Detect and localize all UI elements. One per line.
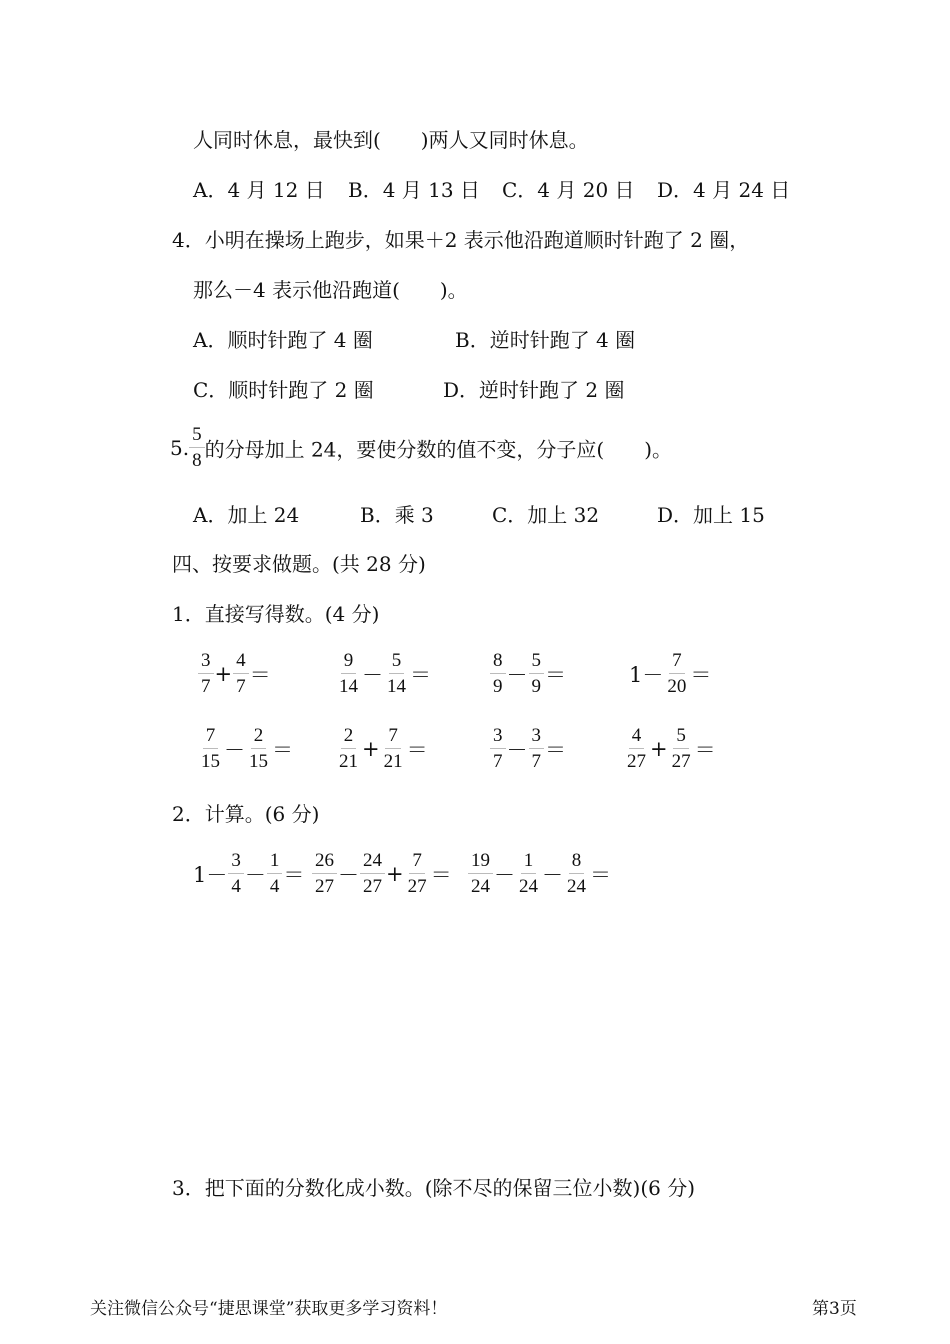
fraction-num: 1 — [267, 850, 283, 874]
p2-expr-2 — [312, 850, 453, 898]
fraction-num: 3 — [529, 725, 545, 749]
operator: － — [338, 862, 359, 887]
equals-sign: ＝ — [694, 737, 716, 762]
fraction-den: 15 — [249, 750, 268, 772]
fraction — [312, 850, 337, 898]
fraction — [228, 850, 244, 898]
fraction-num: 5 — [389, 650, 405, 674]
fraction — [664, 650, 689, 698]
fraction-num: 2 — [341, 725, 357, 749]
fraction — [246, 725, 271, 773]
fraction-num: 19 — [468, 850, 493, 874]
fraction-den: 27 — [671, 750, 691, 772]
fraction-num: 2 — [251, 725, 267, 749]
fraction-num: 4 — [233, 650, 249, 674]
q3-option-d: D．4 月 24 日 — [657, 178, 791, 202]
operator: + — [362, 736, 380, 761]
equals-sign: ＝ — [590, 862, 611, 887]
p1-expr-3 — [490, 650, 567, 698]
equals-sign: ＝ — [249, 662, 271, 687]
fraction-num: 7 — [203, 725, 219, 749]
fraction — [529, 650, 545, 698]
q3-option-a: A．4 月 12 日 — [193, 178, 325, 202]
p1-expr-4 — [628, 650, 712, 698]
fraction-den: 7 — [531, 750, 541, 772]
fraction — [233, 650, 249, 698]
equals-sign: ＝ — [406, 737, 428, 762]
equals-sign: ＝ — [545, 737, 566, 762]
fraction-num: 7 — [669, 650, 685, 674]
fraction — [516, 850, 541, 898]
operator: + — [214, 661, 233, 686]
q3-continuation-text: 人同时休息，最快到( )两人又同时休息。 — [193, 128, 589, 152]
fraction-den: 21 — [383, 750, 403, 772]
equals-sign: ＝ — [283, 862, 305, 887]
fraction — [405, 850, 430, 898]
p1-expr-7 — [490, 725, 567, 773]
fraction-den: 27 — [627, 750, 646, 772]
section4-title: 四、按要求做题。(共 28 分) — [172, 552, 426, 576]
fraction-den: 21 — [339, 750, 358, 772]
operator: + — [386, 861, 404, 886]
fraction-num: 7 — [409, 850, 425, 874]
fraction-den: 20 — [667, 675, 687, 697]
fraction-num: 9 — [341, 650, 357, 674]
fraction-den: 24 — [519, 875, 538, 897]
equals-sign: ＝ — [410, 662, 431, 687]
fraction-num: 5 — [673, 725, 689, 749]
p2-expr-3 — [468, 850, 612, 898]
equals-sign: ＝ — [430, 862, 452, 887]
q4-line2: 那么－4 表示他沿跑道( )。 — [193, 278, 468, 302]
page-number: 第3页 — [812, 1299, 857, 1319]
p1-expr-5 — [198, 725, 294, 773]
q3-option-c: C．4 月 20 日 — [502, 178, 635, 202]
p3-title: 3．把下面的分数化成小数。(除不尽的保留三位小数)(6 分) — [172, 1176, 696, 1200]
q4-option-d: D．逆时针跑了 2 圈 — [443, 378, 625, 402]
p1-expr-1 — [198, 650, 272, 698]
operator: － — [362, 662, 383, 687]
q5-fraction — [189, 424, 205, 472]
p1-expr-2 — [336, 650, 432, 698]
fraction-den: 27 — [407, 875, 427, 897]
p2-title: 2．计算。(6 分) — [172, 802, 320, 826]
fraction — [198, 725, 223, 773]
fraction — [490, 650, 506, 698]
operator: － — [506, 662, 528, 687]
q3-option-b: B．4 月 13 日 — [348, 178, 480, 202]
fraction — [529, 725, 545, 773]
fraction — [336, 650, 361, 698]
p1-expr-6 — [336, 725, 429, 773]
q5-number: 5. — [170, 435, 190, 460]
fraction-den: 7 — [201, 675, 211, 697]
fraction — [360, 850, 385, 898]
fraction — [468, 850, 493, 898]
fraction — [336, 725, 361, 773]
equals-sign: ＝ — [272, 737, 293, 762]
fraction-num: 3 — [198, 650, 214, 674]
operator: － — [494, 862, 515, 887]
fraction-num: 26 — [312, 850, 337, 874]
p2-expr-1 — [192, 850, 305, 898]
operator: － — [542, 862, 563, 887]
q4-option-a: A．顺时针跑了 4 圈 — [193, 328, 373, 352]
q5-stem — [170, 424, 672, 472]
q5-option-a: A．加上 24 — [193, 503, 300, 527]
fraction-num: 8 — [569, 850, 585, 874]
fraction-den: 4 — [231, 875, 241, 897]
q5-option-c: C．加上 32 — [492, 503, 600, 527]
q4-line1: 4．小明在操场上跑步，如果＋2 表示他沿跑道顺时针跑了 2 圈， — [172, 228, 750, 252]
fraction-num: 4 — [629, 725, 645, 749]
fraction — [669, 725, 694, 773]
fraction-den: 9 — [531, 675, 541, 697]
fraction-den: 27 — [315, 875, 334, 897]
fraction-num: 3 — [228, 850, 244, 874]
q5-fraction-num: 5 — [189, 424, 205, 448]
fraction — [384, 650, 409, 698]
fraction — [564, 850, 589, 898]
operator: － — [506, 737, 528, 762]
fraction-num: 24 — [360, 850, 385, 874]
fraction-num: 3 — [490, 725, 506, 749]
fraction-den: 7 — [493, 750, 503, 772]
fraction-den: 24 — [567, 875, 586, 897]
q5-option-b: B．乘 3 — [360, 503, 434, 527]
fraction — [198, 650, 214, 698]
fraction — [624, 725, 649, 773]
p1-title: 1．直接写得数。(4 分) — [172, 602, 380, 626]
fraction-num: 8 — [490, 650, 506, 674]
operator: + — [650, 736, 668, 761]
operator: － — [224, 737, 245, 762]
lead-term: 1－ — [629, 662, 664, 687]
fraction-den: 27 — [363, 875, 382, 897]
fraction-den: 14 — [387, 675, 406, 697]
fraction — [490, 725, 506, 773]
fraction — [267, 850, 283, 898]
equals-sign: ＝ — [690, 662, 712, 687]
lead-term: 1－ — [193, 862, 228, 887]
fraction-den: 4 — [269, 875, 280, 897]
fraction-den: 15 — [201, 750, 220, 772]
fraction — [381, 725, 406, 773]
fraction-num: 7 — [385, 725, 401, 749]
q5-fraction-den: 8 — [192, 449, 202, 471]
fraction-num: 1 — [521, 850, 537, 874]
fraction-den: 24 — [471, 875, 490, 897]
fraction-den: 14 — [339, 675, 358, 697]
fraction-num: 5 — [529, 650, 545, 674]
q4-option-c: C．顺时针跑了 2 圈 — [193, 378, 374, 402]
operator: － — [244, 862, 266, 887]
q5-option-d: D．加上 15 — [657, 503, 765, 527]
fraction-den: 7 — [236, 675, 246, 697]
equals-sign: ＝ — [545, 662, 566, 687]
q5-text: 的分母加上 24，要使分数的值不变，分子应( )。 — [204, 437, 673, 462]
footer-promo: 关注微信公众号“捷思课堂”获取更多学习资料！ — [90, 1299, 448, 1319]
fraction-den: 9 — [493, 675, 503, 697]
p1-expr-8 — [624, 725, 717, 773]
q4-option-b: B．逆时针跑了 4 圈 — [455, 328, 636, 352]
